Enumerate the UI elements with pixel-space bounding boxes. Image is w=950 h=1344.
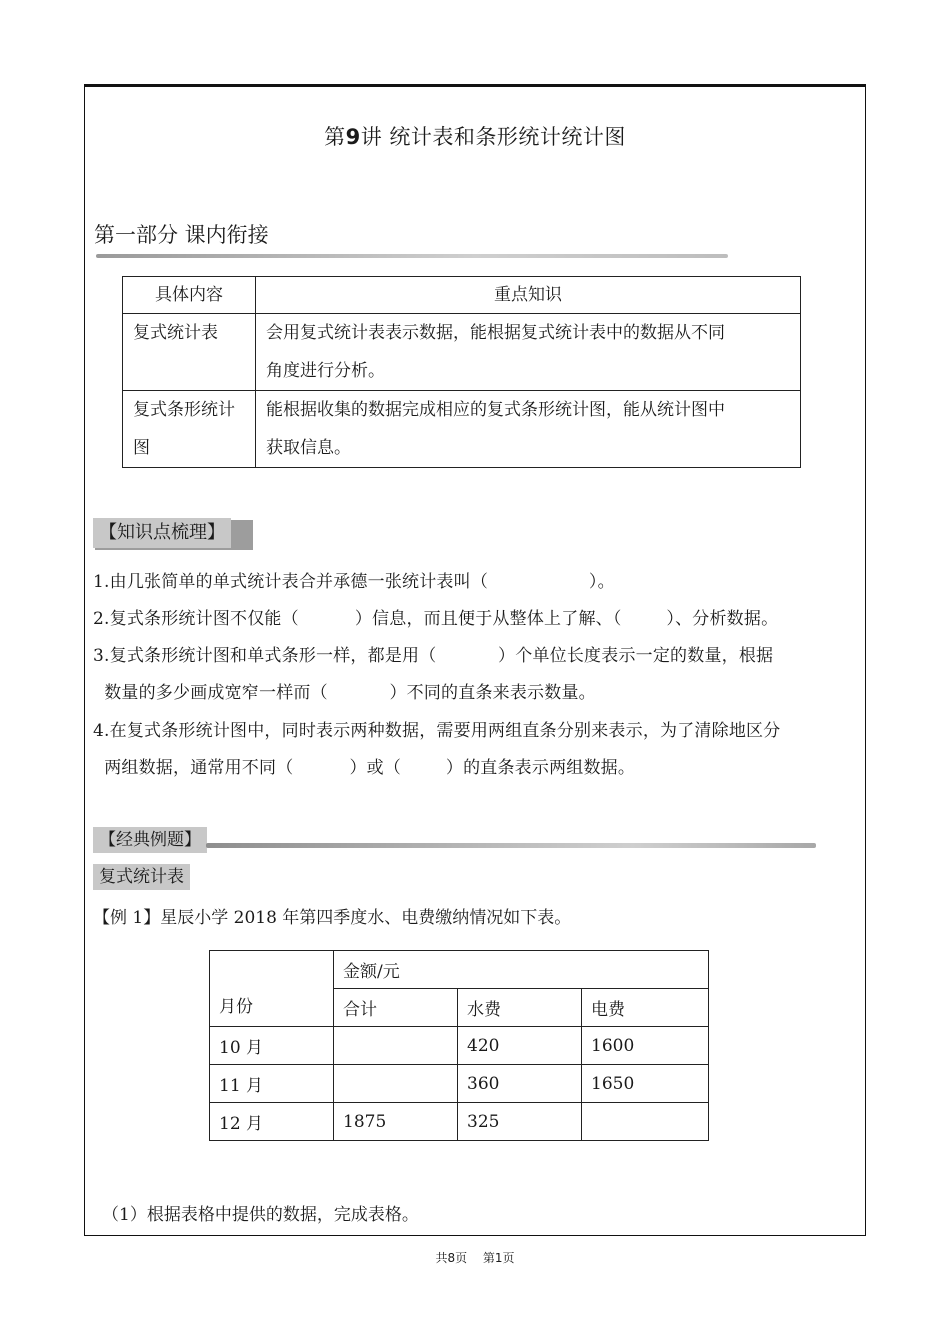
summary-table: [122, 276, 801, 468]
current-page: 第1页: [482, 1251, 515, 1265]
examples-underline: [206, 843, 816, 848]
knowledge-item-4-cont: 两组数据，通常用不同（ ）或（ ）的直条表示两组数据。: [93, 758, 636, 778]
subheader-cell: 水费: [458, 989, 582, 1027]
total-cell: [334, 1027, 458, 1065]
table-row: [210, 1065, 709, 1103]
subsection-tag: 复式统计表: [93, 864, 190, 890]
electric-cell: [582, 1103, 709, 1141]
topic-cell: 复式条形统计 图: [123, 391, 256, 468]
month-cell: 10 月: [210, 1027, 334, 1065]
electric-cell: 1600: [582, 1027, 709, 1065]
topic-cell: 复式统计表: [123, 314, 256, 391]
water-cell: 420: [458, 1027, 582, 1065]
page-footer: [0, 1249, 950, 1266]
total-pages: 共8页: [435, 1251, 468, 1265]
knowledge-cell: 会用复式统计表表示数据，能根据复式统计表中的数据从不同 角度进行分析。: [256, 314, 801, 391]
table-row: [123, 314, 801, 391]
amount-header: 金额/元: [334, 951, 709, 989]
example-1-text: 【例 1】星辰小学 2018 年第四季度水、电费缴纳情况如下表。: [93, 908, 572, 928]
header-cell: 具体内容: [123, 277, 256, 314]
month-header: 月份: [210, 951, 334, 1027]
water-cell: 325: [458, 1103, 582, 1141]
knowledge-item-3: 3.复式条形统计图和单式条形一样，都是用（ ）个单位长度表示一定的数量，根据: [93, 646, 774, 666]
examples-tag: 【经典例题】: [93, 827, 207, 853]
subheader-cell: 电费: [582, 989, 709, 1027]
knowledge-cell: 能根据收集的数据完成相应的复式条形统计图，能从统计图中 获取信息。: [256, 391, 801, 468]
part-title: 第一部分 课内衔接: [94, 223, 269, 247]
knowledge-tag: 【知识点梳理】: [93, 518, 231, 548]
table-row: [210, 1103, 709, 1141]
table-row: [210, 1027, 709, 1065]
subheader-cell: 合计: [334, 989, 458, 1027]
total-cell: 1875: [334, 1103, 458, 1141]
total-cell: [334, 1065, 458, 1103]
knowledge-item-4: 4.在复式条形统计图中，同时表示两种数据，需要用两组直条分别来表示，为了清除地区分: [93, 721, 781, 741]
fee-table: [209, 950, 709, 1141]
table-row: [123, 391, 801, 468]
page-title: 第9讲 统计表和条形统计统计图: [324, 125, 626, 149]
header-cell: 重点知识: [256, 277, 801, 314]
knowledge-item-2: 2.复式条形统计图不仅能（ ）信息，而且便于从整体上了解、（ ）、分析数据。: [93, 609, 779, 629]
knowledge-item-3-cont: 数量的多少画成宽窄一样而（ ）不同的直条来表示数量。: [93, 683, 596, 703]
question-1: （1）根据表格中提供的数据，完成表格。: [102, 1205, 419, 1225]
electric-cell: 1650: [582, 1065, 709, 1103]
table-header-row: [210, 951, 709, 989]
month-cell: 12 月: [210, 1103, 334, 1141]
knowledge-item-1: 1.由几张简单的单式统计表合并承德一张统计表叫（ ）。: [93, 572, 615, 592]
part-underline: [96, 254, 728, 258]
month-cell: 11 月: [210, 1065, 334, 1103]
table-header-row: [123, 277, 801, 314]
water-cell: 360: [458, 1065, 582, 1103]
